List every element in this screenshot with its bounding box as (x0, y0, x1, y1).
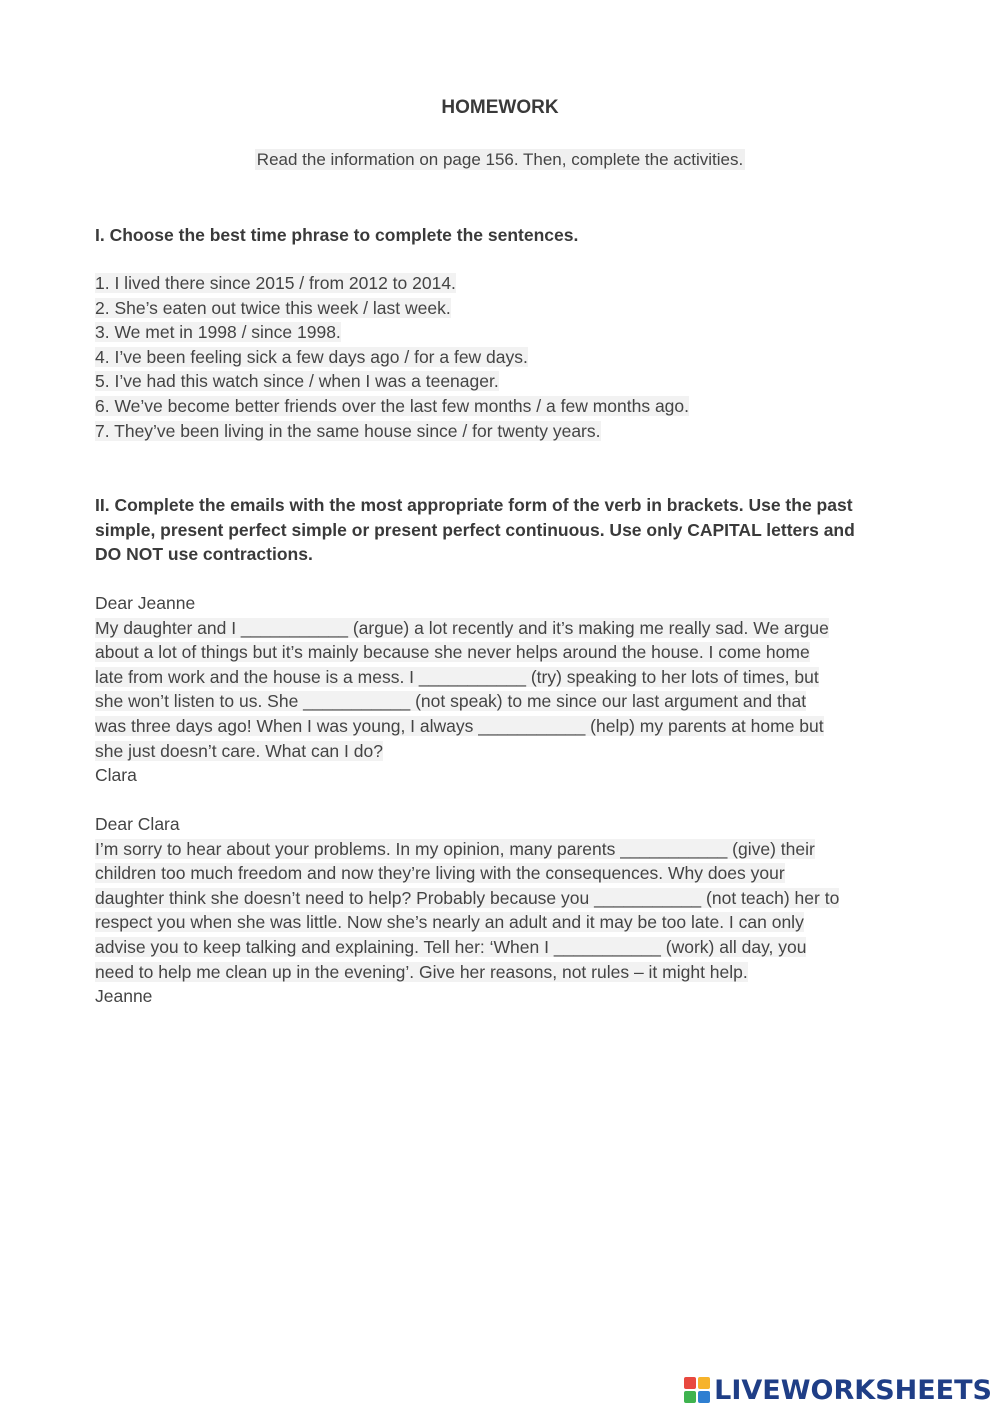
logo-icon (684, 1377, 710, 1403)
email-greeting: Dear Clara (95, 814, 180, 834)
email-signature: Jeanne (95, 986, 153, 1007)
email-line: about a lot of things but it’s mainly because she never helps around the house. I come home (95, 642, 810, 663)
list-item: 7. They’ve been living in the same house since / for twenty years. (95, 420, 601, 441)
list-item: 6. We’ve become better friends over the last few months / a few months ago. (95, 395, 690, 416)
email-line: advise you to keep talking and explaining. Tell her: ‘When I ___________ (work) all day, you (95, 936, 807, 957)
logo-square-4 (698, 1391, 710, 1403)
liveworksheets-logo (684, 1375, 992, 1405)
logo-square-3 (684, 1391, 696, 1403)
email-line: I’m sorry to hear about your problems. In my opinion, many parents ___________ (give) their (95, 838, 815, 859)
section1-heading: I. Choose the best time phrase to complete the sentences. (95, 225, 579, 245)
intro-text: Read the information on page 156. Then, complete the activities. (256, 150, 744, 169)
email-line: daughter think she doesn’t need to help? Probably because you ___________ (not teach) her to (95, 887, 840, 908)
logo-square-1 (684, 1377, 696, 1389)
list-item: 2. She’s eaten out twice this week / last week. (95, 297, 451, 318)
list-item: 3. We met in 1998 / since 1998. (95, 322, 341, 343)
email-line: My daughter and I ___________ (argue) a lot recently and it’s making me really sad. We argue (95, 617, 829, 638)
email-line: she just doesn’t care. What can I do? (95, 740, 383, 761)
section1-list (95, 271, 910, 443)
list-item: 5. I’ve had this watch since / when I was a teenager. (95, 371, 499, 392)
email-greeting: Dear Jeanne (95, 593, 196, 613)
email-line: need to help me clean up in the evening’. Give her reasons, not rules – it might help. (95, 961, 748, 982)
logo-square-2 (698, 1377, 710, 1389)
email-line: late from work and the house is a mess. I ___________ (try) speaking to her lots of times, but (95, 666, 819, 687)
email-signature: Clara (95, 765, 137, 786)
email-from-clara (95, 591, 910, 788)
email-line: was three days ago! When I was young, I always ___________ (help) my parents at home but (95, 715, 824, 736)
page-title: HOMEWORK (441, 97, 559, 118)
email-line: she won’t listen to us. She ___________ (not speak) to me since our last argument and that (95, 691, 807, 712)
section2-heading: II. Complete the emails with the most appropriate form of the verb in brackets. Use the past simple, present perfect simple or present perfect continuous. Use only CAPITAL letters and DO NOT use contractions. (95, 495, 855, 565)
list-item: 1. I lived there since 2015 / from 2012 to 2014. (95, 273, 456, 293)
logo-text: LIVEWORKSHEETS (714, 1374, 992, 1406)
email-from-jeanne (95, 812, 910, 1009)
list-item: 4. I’ve been feeling sick a few days ago / for a few days. (95, 346, 528, 367)
email-line: children too much freedom and now they’re living with the consequences. Why does your (95, 863, 785, 884)
email-line: respect you when she was little. Now she’s nearly an adult and it may be too late. I can only (95, 912, 804, 933)
